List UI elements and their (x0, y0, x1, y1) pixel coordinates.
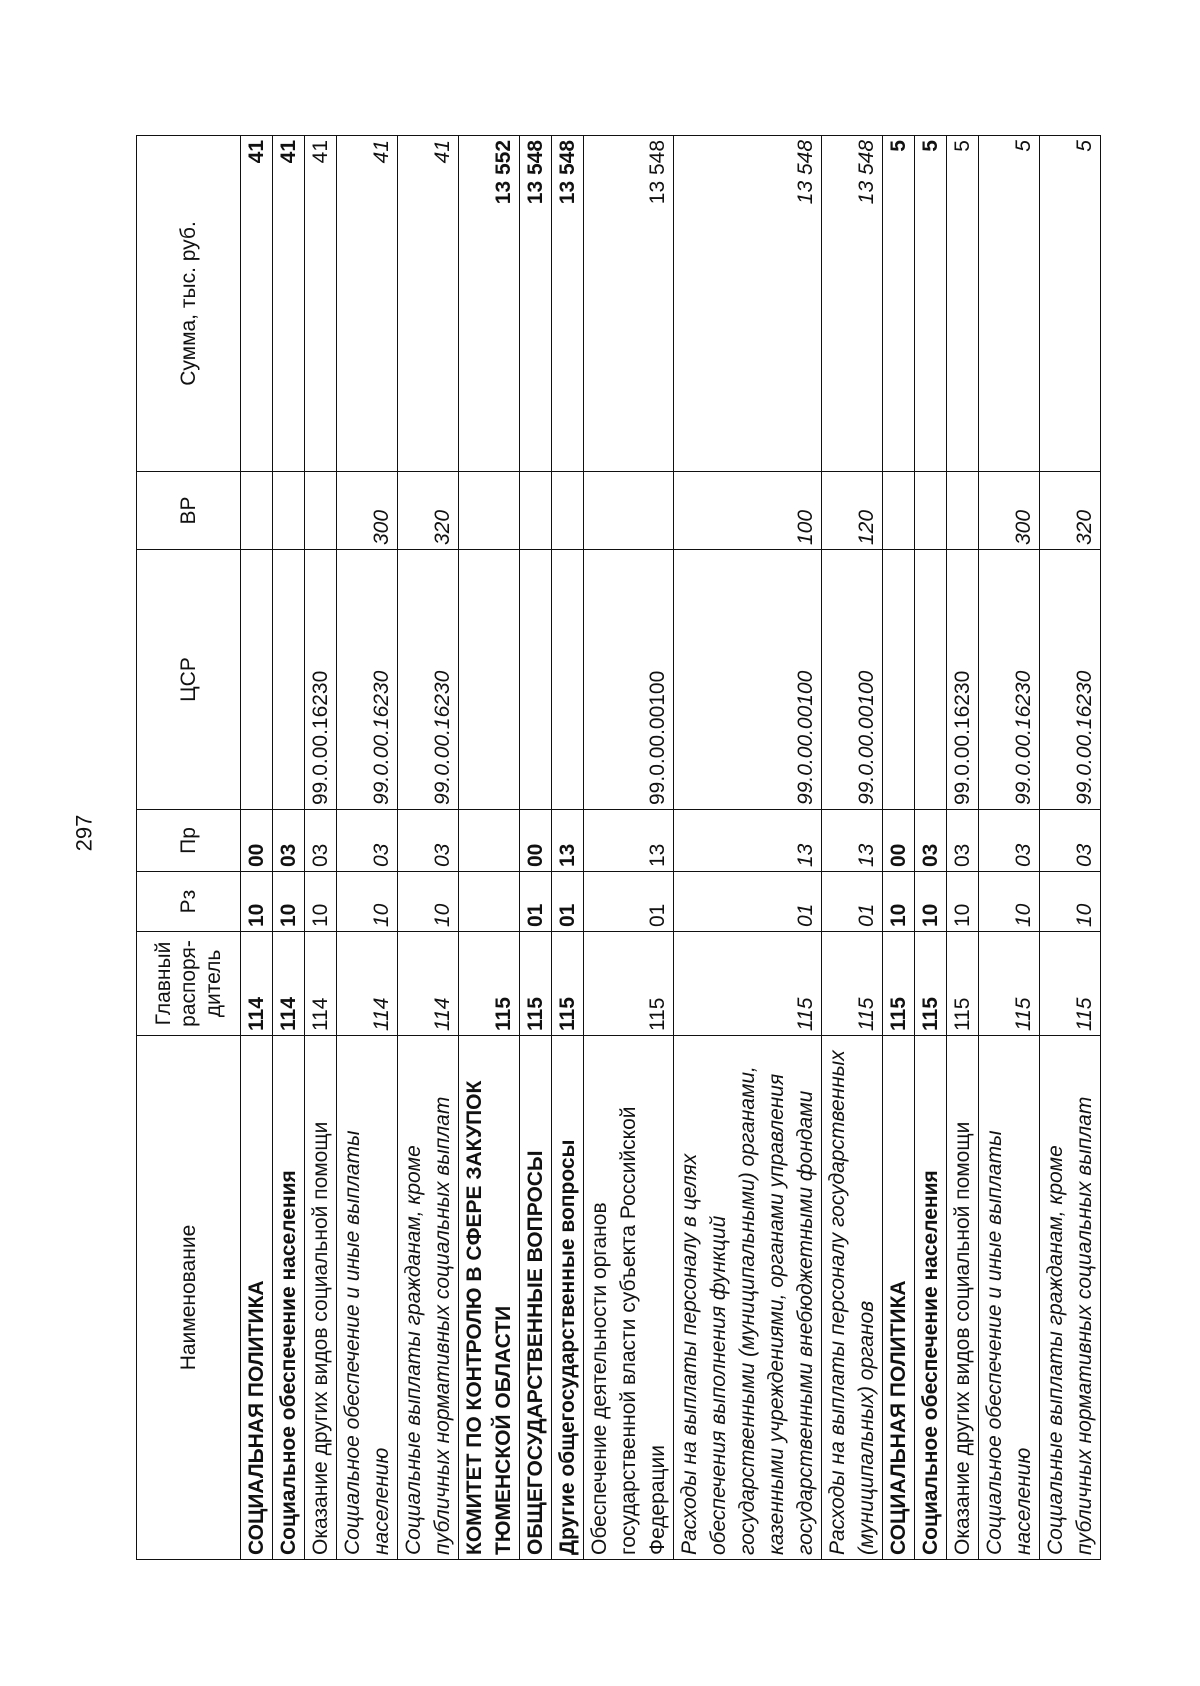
cell-pr: 03 (305, 810, 337, 872)
cell-pr: 03 (1040, 810, 1101, 872)
cell-name: Оказание других видов социальной помощи (947, 1036, 979, 1560)
cell-pr: 13 (822, 810, 883, 872)
header-vr: ВР (137, 472, 241, 550)
cell-rz: 10 (398, 872, 459, 932)
cell-pr: 03 (337, 810, 398, 872)
cell-csr: 99.0.00.16230 (1040, 550, 1101, 810)
cell-pr: 03 (398, 810, 459, 872)
header-gr: Главный распоря-дитель (137, 932, 241, 1036)
cell-pr (459, 810, 520, 872)
cell-name: Социальное обеспечение населения (915, 1036, 947, 1560)
table-row (398, 136, 459, 1560)
cell-pr: 03 (947, 810, 979, 872)
header-pr: Пр (137, 810, 241, 872)
cell-pr: 13 (584, 810, 674, 872)
cell-csr: 99.0.00.00100 (674, 550, 822, 810)
table-row (305, 136, 337, 1560)
cell-rz: 01 (822, 872, 883, 932)
cell-sum: 13 548 (552, 136, 584, 472)
table-row (459, 136, 520, 1560)
table-row (1040, 136, 1101, 1560)
table-row (915, 136, 947, 1560)
cell-name: Оказание других видов социальной помощи (305, 1036, 337, 1560)
cell-pr: 03 (273, 810, 305, 872)
cell-pr: 00 (520, 810, 552, 872)
cell-sum: 41 (273, 136, 305, 472)
table-row (883, 136, 915, 1560)
cell-gr: 114 (273, 932, 305, 1036)
cell-csr: 99.0.00.00100 (584, 550, 674, 810)
cell-csr: 99.0.00.00100 (822, 550, 883, 810)
table-row (584, 136, 674, 1560)
cell-gr: 115 (1040, 932, 1101, 1036)
cell-rz: 10 (979, 872, 1040, 932)
header-sum: Сумма, тыс. руб. (137, 136, 241, 472)
cell-vr (305, 472, 337, 550)
cell-sum: 5 (915, 136, 947, 472)
cell-vr: 120 (822, 472, 883, 550)
table-row (552, 136, 584, 1560)
cell-gr: 114 (305, 932, 337, 1036)
cell-rz: 01 (520, 872, 552, 932)
cell-sum: 13 552 (459, 136, 520, 472)
cell-vr (459, 472, 520, 550)
cell-name: СОЦИАЛЬНАЯ ПОЛИТИКА (241, 1036, 273, 1560)
cell-vr (520, 472, 552, 550)
cell-csr (241, 550, 273, 810)
cell-pr: 00 (241, 810, 273, 872)
cell-sum: 13 548 (674, 136, 822, 472)
cell-csr (273, 550, 305, 810)
cell-sum: 13 548 (584, 136, 674, 472)
cell-sum: 5 (947, 136, 979, 472)
cell-pr: 03 (979, 810, 1040, 872)
cell-vr (883, 472, 915, 550)
cell-sum: 41 (337, 136, 398, 472)
cell-pr: 03 (915, 810, 947, 872)
cell-name: ОБЩЕГОСУДАРСТВЕННЫЕ ВОПРОСЫ (520, 1036, 552, 1560)
cell-vr: 300 (979, 472, 1040, 550)
table-row (337, 136, 398, 1560)
cell-sum: 5 (979, 136, 1040, 472)
cell-sum: 5 (1040, 136, 1101, 472)
cell-sum: 13 548 (822, 136, 883, 472)
cell-name: Расходы на выплаты персоналу государственных (муниципальных) органов (822, 1036, 883, 1560)
cell-rz (459, 872, 520, 932)
cell-gr: 115 (552, 932, 584, 1036)
cell-rz: 10 (915, 872, 947, 932)
cell-pr: 13 (552, 810, 584, 872)
cell-csr (520, 550, 552, 810)
budget-table (136, 135, 1101, 1560)
page-number: 297 (71, 814, 97, 852)
cell-csr: 99.0.00.16230 (947, 550, 979, 810)
cell-gr: 115 (459, 932, 520, 1036)
cell-name: Социальное обеспечение и иные выплаты населению (979, 1036, 1040, 1560)
cell-rz: 10 (241, 872, 273, 932)
cell-rz: 01 (584, 872, 674, 932)
cell-csr: 99.0.00.16230 (979, 550, 1040, 810)
cell-vr (552, 472, 584, 550)
cell-vr (915, 472, 947, 550)
cell-pr: 13 (674, 810, 822, 872)
table-row (822, 136, 883, 1560)
cell-vr (273, 472, 305, 550)
header-rz: Рз (137, 872, 241, 932)
table-body (241, 136, 1101, 1560)
cell-gr: 115 (979, 932, 1040, 1036)
cell-csr: 99.0.00.16230 (398, 550, 459, 810)
cell-vr (947, 472, 979, 550)
cell-rz: 10 (883, 872, 915, 932)
cell-sum: 5 (883, 136, 915, 472)
cell-rz: 10 (273, 872, 305, 932)
cell-gr: 115 (822, 932, 883, 1036)
table-row (273, 136, 305, 1560)
cell-sum: 41 (398, 136, 459, 472)
cell-gr: 114 (398, 932, 459, 1036)
cell-sum: 41 (241, 136, 273, 472)
cell-gr: 115 (584, 932, 674, 1036)
cell-name: Социальное обеспечение и иные выплаты населению (337, 1036, 398, 1560)
cell-vr: 100 (674, 472, 822, 550)
table-row (674, 136, 822, 1560)
cell-csr: 99.0.00.16230 (305, 550, 337, 810)
cell-vr: 320 (398, 472, 459, 550)
cell-csr (915, 550, 947, 810)
cell-gr: 114 (337, 932, 398, 1036)
cell-pr: 00 (883, 810, 915, 872)
table-row (979, 136, 1040, 1560)
header-csr: ЦСР (137, 550, 241, 810)
cell-vr (241, 472, 273, 550)
table-row (520, 136, 552, 1560)
cell-rz: 10 (337, 872, 398, 932)
table-row (241, 136, 273, 1560)
cell-rz: 10 (305, 872, 337, 932)
cell-vr: 320 (1040, 472, 1101, 550)
cell-csr: 99.0.00.16230 (337, 550, 398, 810)
cell-gr: 115 (883, 932, 915, 1036)
table-row (947, 136, 979, 1560)
cell-gr: 115 (947, 932, 979, 1036)
cell-gr: 115 (674, 932, 822, 1036)
header-name: Наименование (137, 1036, 241, 1560)
cell-name: КОМИТЕТ ПО КОНТРОЛЮ В СФЕРЕ ЗАКУПОК ТЮМЕНСКОЙ ОБЛАСТИ (459, 1036, 520, 1560)
cell-name: Социальное обеспечение населения (273, 1036, 305, 1560)
cell-csr (552, 550, 584, 810)
cell-rz: 10 (1040, 872, 1101, 932)
cell-csr (459, 550, 520, 810)
cell-sum: 41 (305, 136, 337, 472)
cell-vr (584, 472, 674, 550)
cell-gr: 115 (915, 932, 947, 1036)
cell-rz: 10 (947, 872, 979, 932)
cell-name: Расходы на выплаты персоналу в целях обеспечения выполнения функций государственными (муниципальными) органами, казенными учреждениями, органами управления государственными внебюджетными фондами (674, 1036, 822, 1560)
cell-name: Социальные выплаты гражданам, кроме публичных нормативных социальных выплат (1040, 1036, 1101, 1560)
cell-sum: 13 548 (520, 136, 552, 472)
cell-gr: 115 (520, 932, 552, 1036)
cell-rz: 01 (552, 872, 584, 932)
cell-name: СОЦИАЛЬНАЯ ПОЛИТИКА (883, 1036, 915, 1560)
budget-table-container (136, 136, 1096, 1560)
cell-name: Социальные выплаты гражданам, кроме публичных нормативных социальных выплат (398, 1036, 459, 1560)
cell-csr (883, 550, 915, 810)
cell-rz: 01 (674, 872, 822, 932)
table-header-row (137, 136, 241, 1560)
cell-vr: 300 (337, 472, 398, 550)
cell-name: Обеспечение деятельности органов государственной власти субъекта Российской Федерации (584, 1036, 674, 1560)
cell-name: Другие общегосударственные вопросы (552, 1036, 584, 1560)
cell-gr: 114 (241, 932, 273, 1036)
